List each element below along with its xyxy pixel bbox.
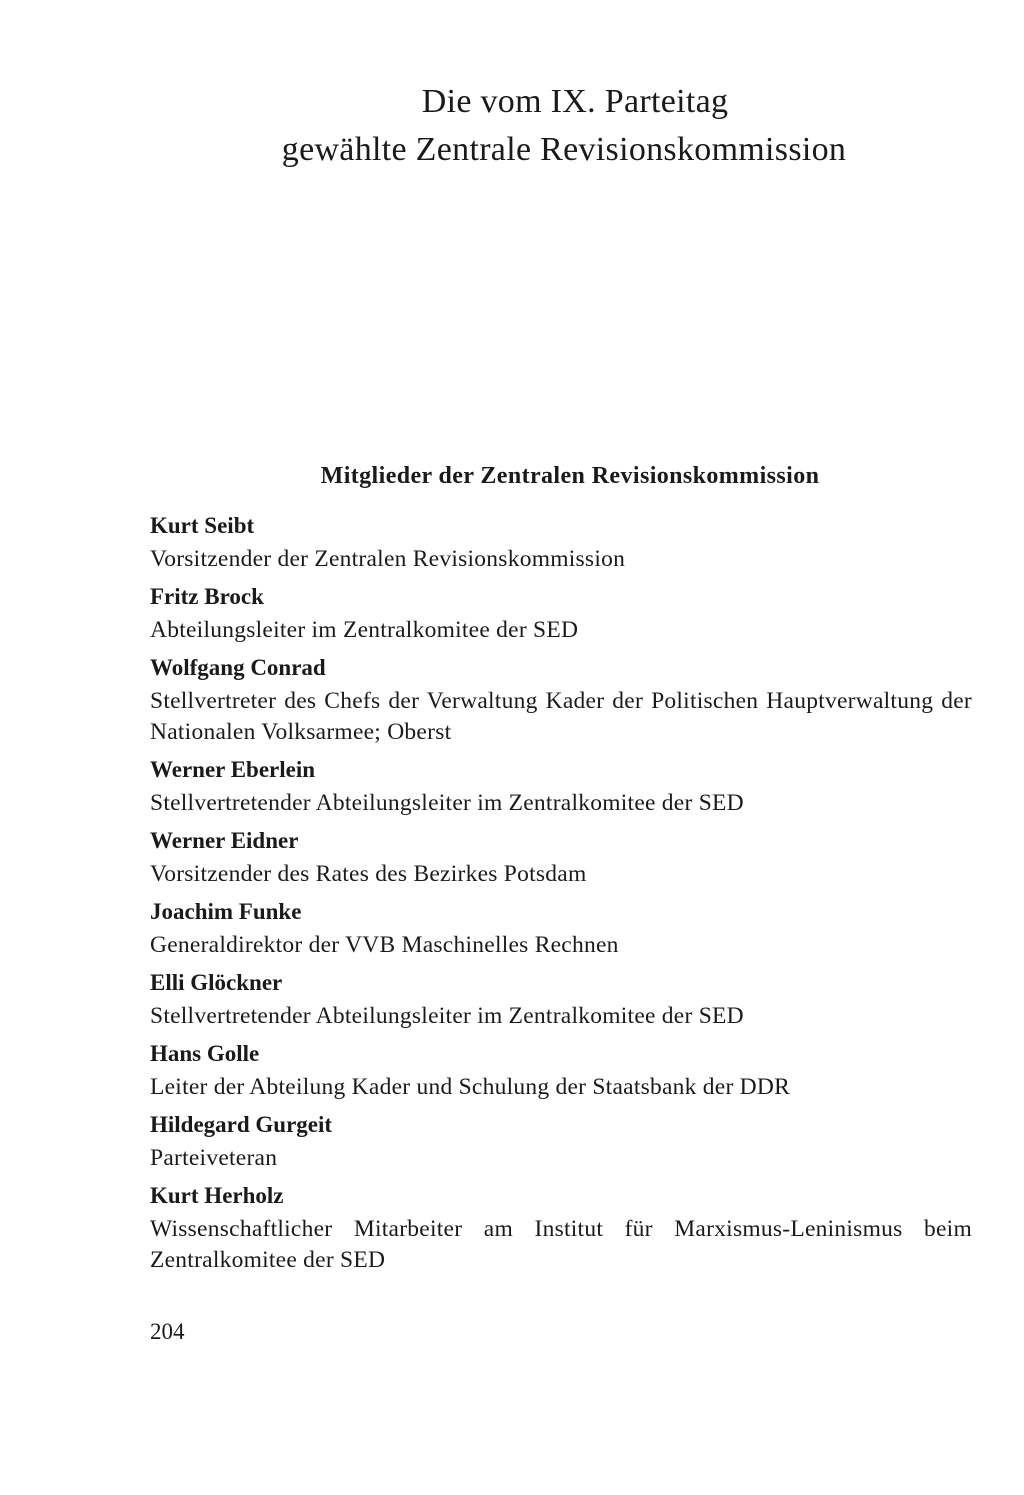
member-entry (150, 508, 972, 575)
page-title (0, 78, 1024, 174)
member-name: Hildegard Gurgeit (150, 1112, 333, 1137)
member-name: Fritz Brock (150, 584, 264, 609)
member-name: Werner Eidner (150, 828, 299, 853)
section-heading: Mitglieder der Zentralen Revisionskommission (320, 463, 820, 489)
member-role: Leiter der Abteilung Kader und Schulung der Staatsbank der DDR (150, 1074, 791, 1100)
member-role: Stellvertretender Abteilungsleiter im Zentralkomitee der SED (150, 1003, 744, 1029)
member-name: Joachim Funke (150, 899, 302, 924)
member-entry (150, 823, 972, 890)
member-entry (150, 1036, 972, 1103)
member-entry (150, 1178, 972, 1276)
member-name: Hans Golle (150, 1041, 260, 1066)
member-entry (150, 579, 972, 646)
member-name: Kurt Seibt (150, 513, 255, 538)
member-role: Stellvertretender Abteilungsleiter im Zentralkomitee der SED (150, 790, 744, 816)
member-entry (150, 1107, 972, 1174)
member-role: Vorsitzender der Zentralen Revisionskommission (150, 546, 626, 572)
member-name: Kurt Herholz (150, 1183, 284, 1208)
member-role: Abteilungsleiter im Zentralkomitee der SED (150, 617, 579, 643)
member-name: Elli Glöckner (150, 970, 283, 995)
member-role: Stellvertreter des Chefs der Verwaltung Kader der Politischen Hauptverwaltung der Nationalen Volksarmee; Oberst (150, 688, 972, 745)
member-role: Vorsitzender des Rates des Bezirkes Potsdam (150, 861, 587, 887)
title-line-1: Die vom IX. Parteitag (421, 83, 729, 120)
member-list (150, 508, 972, 1280)
member-entry (150, 650, 972, 748)
member-role: Generaldirektor der VVB Maschinelles Rechnen (150, 932, 619, 958)
member-name: Werner Eberlein (150, 757, 316, 782)
page-number: 204 (150, 1319, 185, 1344)
member-role: Parteiveteran (150, 1145, 278, 1171)
member-entry (150, 752, 972, 819)
member-entry (150, 965, 972, 1032)
title-line-2: gewählte Zentrale Revisionskommission (281, 131, 847, 168)
member-role: Wissenschaftlicher Mitarbeiter am Institut für Marxismus-Leninismus beim Zentralkomitee der SED (150, 1216, 972, 1273)
member-entry (150, 894, 972, 961)
member-name: Wolfgang Conrad (150, 655, 326, 680)
